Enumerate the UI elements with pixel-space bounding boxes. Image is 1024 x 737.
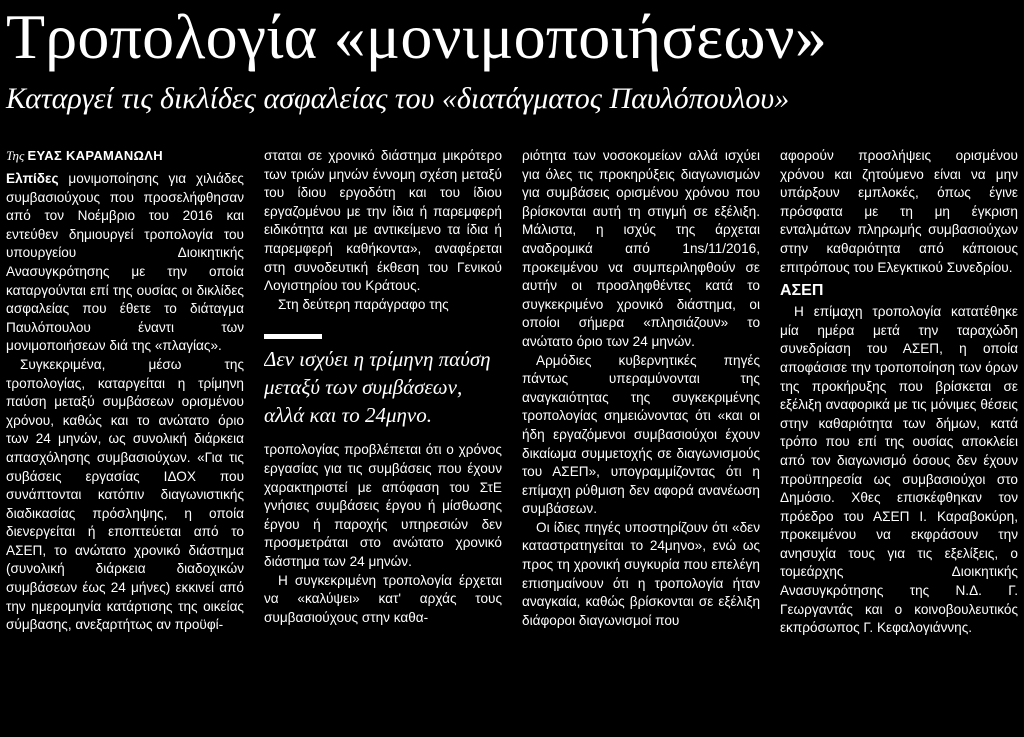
paragraph: Η συγκεκριμένη τροπολογία έρχεται να «καλύψει» κατ' αρχάς τους συμβασιούχους στην καθα- <box>264 572 502 625</box>
article-headline: Τροπολογία «μονιμοποιήσεων» <box>6 1 828 72</box>
paragraph: αφορούν προσλήψεις ορισμένου χρόνου και ζητούμενο είναι να μην υπάρξουν εμπλοκές, όπως έγινε πρόσφατα με τη μη έγκριση ενταλμάτων πληρωμής συμβασιούχων στην καθαριότητα από κάποιους επιτρόπους του Ελεγκτικού Συνεδρίου. <box>780 148 1018 275</box>
paragraph: τροπολογίας προβλέπεται ότι ο χρόνος εργασίας για τις συμβάσεις που έχουν χαρακτηριστεί με απόφαση του ΣτΕ γνήσιες συμβάσεις έργου ή μίσθωσης έργου ή παροχής υπηρεσιών δεν προσμετράται στο ανώτατο χρονικό διάστημα των 24 μηνών. <box>264 442 502 569</box>
pull-quote-rule <box>264 334 322 339</box>
paragraph-text: μονιμοποίησης για χιλιάδες συμβασιούχους που προσελήφθησαν από τον Νοέμβριο του 2016 και εντεύθεν δημιουργεί τροπολογία του υπουργείου Διοικητικής Ανασυγκρότησης με την οποία καταργούνται επί της ουσίας οι δικλίδες ασφαλείας που έθετε το διάταγμα Παυλόπουλου έναντι των μονιμοποιήσεων διά της «πλαγίας». <box>6 171 244 354</box>
byline-prefix: Της <box>6 148 28 163</box>
paragraph: ριότητα των νοσοκομείων αλλά ισχύει για όλες τις προκηρύξεις διαγωνισμών για συμβάσεις ορισμένου χρόνου που βρίσκονται αυτή τη στιγμή σε εξέλιξη. Μάλιστα, η ισχύς της άρχεται αναδρομικά από 1ns/11/2016, προκειμένου να συμπεριληφθούν σε αυτήν οι προσληφθέντες κατά το συγκεκριμένο χρονικό διάστημα, οι οποίοι σήμερα «πλησιάζουν» το ανώτατο όριο των 24 μηνών. <box>522 148 760 349</box>
paragraph: Συγκεκριμένα, μέσω της τροπολογίας, καταργείται η τρίμηνη παύση μεταξύ συμβάσεων ορισμένου χρόνου, καθώς και το ανώτατο όριο των 24 μηνών, ως συνολική διάρκεια απασχόλησης συμβασιούχων. «Για τις συβάσεις εργασίας ΙΔΟΧ που συνάπτονται κατόπιν διαγωνιστικής διαδικασίας πρόσληψης, η οποία διενεργείται ή εποπτεύεται από το ΑΣΕΠ, το ανώτατο χρονικό διάστημα (συνολική διάρκεια διαδοχικών συμβάσεων έως 24 μήνες) εκκινεί από την ημερομηνία κατάρτισης της οικείας σύμβασης, ανεξαρτήτως αν προϋφί- <box>6 356 244 633</box>
paragraph: Οι ίδιες πηγές υποστηρίζουν ότι «δεν καταστρατηγείται το 24μηνο», ενώ ως προς τη χρονική συγκυρία που επελέγη επισημαίνουν ότι η τροπολογία ήταν αναγκαία, καθώς βρίσκονται σε εξέλιξη διάφοροι διαγωνισμοί που <box>522 519 760 628</box>
article-column-1 <box>6 147 244 737</box>
pull-quote-text: Δεν ισχύει η τρίμηνη παύση μεταξύ των συμβάσεων, αλλά και το 24μηνο. <box>264 347 491 428</box>
section-heading: ΑΣΕΠ <box>780 282 824 300</box>
pull-quote <box>264 326 502 429</box>
lead-word: Ελπίδες <box>6 171 59 186</box>
byline-author: ΕΥΑΣ ΚΑΡΑΜΑΝΩΛΗ <box>27 148 163 163</box>
paragraph: Η επίμαχη τροπολογία κατατέθηκε μία ημέρα μετά την ταραχώδη συνεδρίαση του ΑΣΕΠ, η οποία αποφάσισε την τροποποίηση των όρων της προκήρυξης που βρίσκεται σε εξέλιξη αναφορικά με τις μόνιμες θέσεις στην καθαριότητα των δήμων, κατά τρόπο που επί της ουσίας αποκλείει από τον διαγωνισμό όσους δεν έχουν προϋπηρεσία ως συμβασιούχοι στο Δημόσιο. Χθες επισκέφθηκαν τον πρόεδρο του ΑΣΕΠ Ι. Καραβοκύρη, προκειμένου να εκφράσουν την ανησυχία τους για τις εξελίξεις, ο τομεάρχης Διοικητικής Ανασυγκρότησης της Ν.Δ. Γ. Γεωργαντάς και ο κοινοβουλευτικός εκπρόσωπος Γ. Κεφαλογιάννης. <box>780 304 1018 636</box>
article-column-4 <box>780 147 1018 737</box>
paragraph <box>6 170 244 356</box>
paragraph: Αρμόδιες κυβερνητικές πηγές πάντως υπεραμύνονται της αναγκαιότητας της συγκεκριμένης τροπολογίας σημειώνοντας ότι «και οι ήδη εργαζόμενοι συμβασιούχοι έχουν δικαίωμα συμμετοχής σε διαγωνισμούς του ΑΣΕΠ», υπογραμμίζοντας ότι η επίμαχη ρύθμιση δεν αφορά ανανέωση συμβάσεων. <box>522 352 760 517</box>
paragraph: Στη δεύτερη παράγραφο της <box>278 296 449 312</box>
article-column-2 <box>264 147 502 737</box>
byline <box>6 147 244 165</box>
paragraph: σταται σε χρονικό διάστημα μικρότερο των τριών μηνών έννομη σχέση μεταξύ του ίδιου εργοδότη και του ίδιου εργαζομένου με την ίδια ή παρεμφερή ειδικότητα και με αντικείμενο τα ίδια ή παρεμφερή καθήκοντα», αναφέρεται στη συνοδευτική έκθεση του Γενικού Λογιστηρίου του Κράτους. <box>264 148 502 294</box>
article-subheadline: Καταργεί τις δικλίδες ασφαλείας του «διατάγματος Παυλόπουλου» <box>6 82 790 115</box>
article-column-3 <box>522 147 760 737</box>
